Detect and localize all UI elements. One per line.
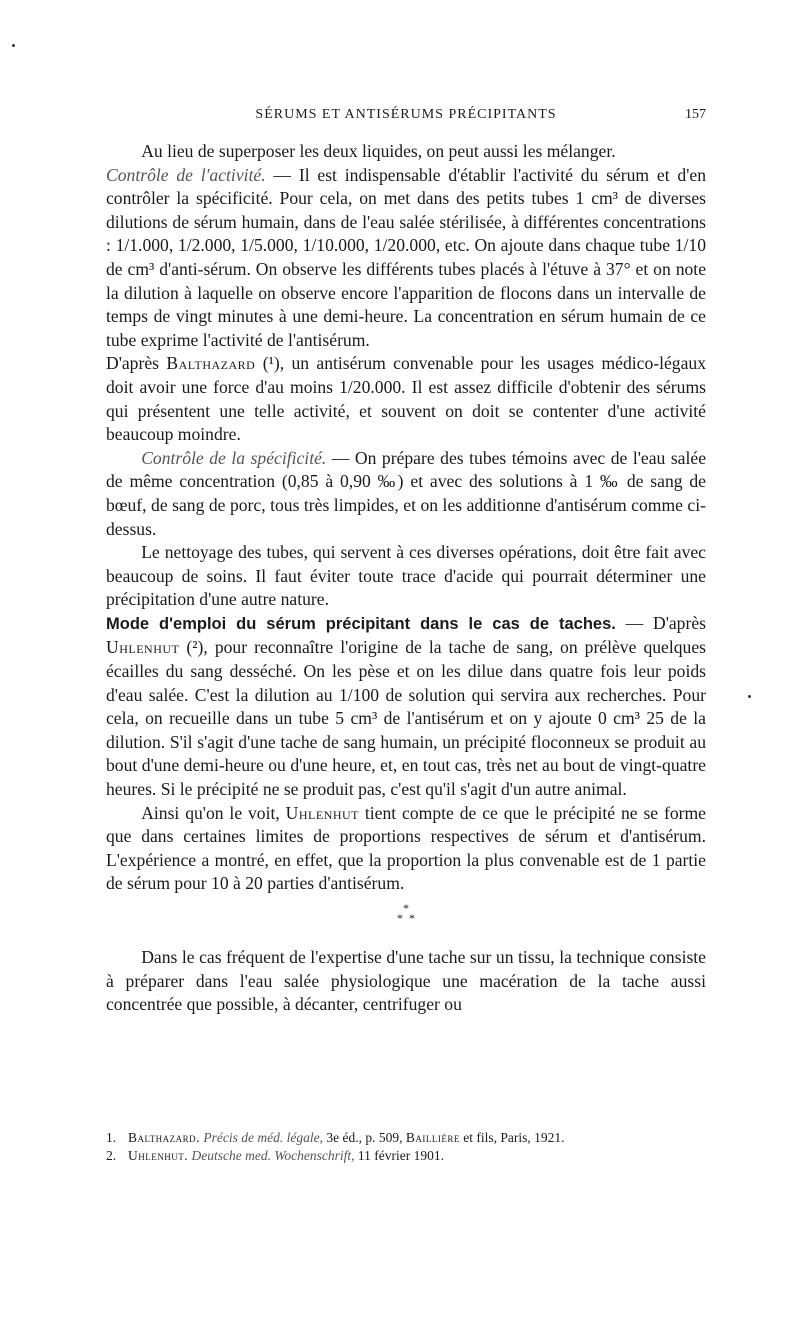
footnote-number: 2. <box>106 1148 117 1163</box>
footnote-title: Précis de méd. légale, <box>203 1130 324 1145</box>
paragraph-activity-control <box>106 164 706 353</box>
paragraph-text: — D'après <box>615 612 706 633</box>
paragraph-text: — On prépare des tubes témoins avec de l'eau salée de même concentration (0,85 à 0,90 ‰) et avec des solutions à 1 ‰ de sang de bœuf, de sang de porc, tous très limpides, et on les additionne d'antisérum comme ci-dessus. <box>106 447 706 539</box>
paragraph-text: (¹), un antisérum convenable pour les usages médico-légaux doit avoir une force d'au moins 1/20.000. Il est assez difficile d'obtenir des sérums qui présentent une telle activité, et souvent on doit se contenter d'une activité beaucoup moindre. <box>106 353 706 445</box>
section-heading: Mode d'emploi du sérum précipitant dans le cas de taches. <box>106 614 616 633</box>
paragraph <box>106 802 706 896</box>
page-mark <box>748 695 751 698</box>
footnote-text: 3e éd., p. 509, <box>323 1130 406 1145</box>
paragraph-text: Le nettoyage des tubes, qui servent à ces diverses opérations, doit être fait avec beaucoup de soins. Il faut éviter toute trace d'acide qui pourrait déterminer une précipitation d'une autre nature. <box>106 542 706 610</box>
footnote-author: Uhlenhut. <box>128 1148 189 1163</box>
footnote <box>106 1147 706 1165</box>
paragraph-usage-mode <box>106 612 706 802</box>
footnote-number: 1. <box>106 1130 117 1145</box>
body-text <box>106 140 706 1017</box>
section-heading: Contrôle de la spécificité. <box>141 447 327 468</box>
footnote-title: Deutsche med. Wochenschrift, <box>191 1148 355 1163</box>
section-heading: Contrôle de l'activité. <box>106 164 266 185</box>
author-name: Balthazard <box>166 353 256 374</box>
footnote-text: 11 février 1901. <box>354 1148 444 1163</box>
paragraph-text: (²), pour reconnaître l'origine de la tache de sang, on prélève quelques écailles du sang desséché. On les pèse et on les dilue dans quatre fois leur poids d'eau salée. C'est la dilution au 1/100 de solution qui servira aux recherches. Pour cela, on recueille dans un tube 5 cm³ de l'antisérum et on y ajoute 0 cm³ 25 de la dilution. S'il s'agit d'une tache de sang humain, un précipité floconneux se produit au bout d'une demi-heure ou d'une heure, et, en tout cas, très net au bout de vingt-quatre heures. Si le précipité ne se produit pas, c'est qu'il s'agit d'un autre animal. <box>106 637 706 800</box>
paragraph <box>106 946 706 1017</box>
paragraph-text: Ainsi qu'on le voit, <box>141 802 286 823</box>
footnote-text: et fils, Paris, 1921. <box>459 1130 565 1145</box>
paragraph-text: tient compte de ce que le précipité ne se forme que dans certaines limites de proportions respectives de sérum et d'antisérum. L'expérience a montré, en effet, que la proportion la plus convenable est de 1 partie de sérum pour 10 à 20 parties d'antisérum. <box>106 802 706 894</box>
paragraph-text: Dans le cas fréquent de l'expertise d'une tache sur un tissu, la technique consiste à préparer dans l'eau salée physiologique une macération de la tache aussi concentrée que possible, à décanter, centrifuger ou <box>106 947 706 1015</box>
paragraph <box>106 541 706 612</box>
paragraph-text: Au lieu de superposer les deux liquides, on peut aussi les mélanger. <box>141 141 616 161</box>
page-mark <box>12 44 15 47</box>
page-number: 157 <box>685 107 706 122</box>
author-name: Uhlenhut <box>106 637 180 658</box>
author-name: Uhlenhut <box>285 802 360 823</box>
paragraph-specificity-control <box>106 447 706 541</box>
paragraph-text: — Il est indispensable d'établir l'activité du sérum et d'en contrôler la spécificité. Pour cela, on met dans des petits tubes 1 cm³ de diverses dilutions de sérum humain, dans de l'eau salée stérilisée, à différentes concentrations : 1/1.000, 1/2.000, 1/5.000, 1/10.000, 1/20.000, etc. On ajoute dans chaque tube 1/10 de cm³ d'anti-sérum. On observe les différents tubes placés à l'étuve à 37° et on note la dilution à laquelle on observe encore l'apparition de flocons dans un intervalle de temps de vingt minutes à une demi-heure. La concentration en sérum humain de ce tube exprime l'activité de l'antisérum. <box>106 164 706 350</box>
paragraph-text: D'après <box>106 353 167 374</box>
footnote <box>106 1129 706 1147</box>
paragraph <box>106 352 706 446</box>
paragraph <box>106 140 706 164</box>
section-separator: * * * <box>397 901 415 925</box>
footnote-publisher: Baillière <box>405 1130 460 1145</box>
footnotes <box>106 1129 706 1165</box>
footnote-author: Balthazard. <box>128 1130 201 1145</box>
running-header <box>106 107 706 123</box>
running-title: SÉRUMS ET ANTISÉRUMS PRÉCIPITANTS <box>255 107 557 122</box>
